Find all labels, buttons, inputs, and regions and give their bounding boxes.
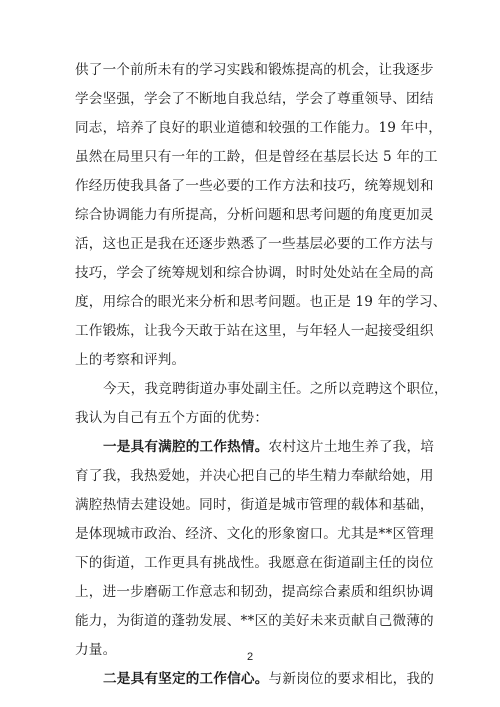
text-line: 下的街道，工作更具有挑战性。我愿意在街道副主任的岗位 bbox=[75, 555, 434, 571]
text-line: 同志，培养了良好的职业道德和较强的工作能力。19 年中， bbox=[75, 120, 443, 136]
text-line: 工作锻炼，让我今天敢于站在这里，与年轻人一起接受组织 bbox=[75, 323, 434, 339]
text-run: 与新岗位的要求相比，我的 bbox=[268, 671, 435, 687]
text-line bbox=[75, 433, 435, 462]
advantage-heading: 一是具有满腔的工作热情。 bbox=[103, 439, 269, 455]
text-line: 活，这也正是我在还逐步熟悉了一些基层必要的工作方法与 bbox=[75, 236, 434, 252]
paragraph-advantage-two bbox=[75, 665, 435, 694]
text-line: 作经历使我具备了一些必要的工作方法和技巧，统筹规划和 bbox=[75, 178, 434, 194]
text-line: 上的考察和评判。 bbox=[75, 352, 186, 368]
text-line: 能力，为街道的蓬勃发展、**区的美好未来贡献自己微薄的 bbox=[75, 613, 434, 629]
text-line: 学会坚强，学会了不断地自我总结，学会了尊重领导、团结 bbox=[75, 91, 434, 107]
text-line: 是体现城市政治、经济、文化的形象窗口。尤其是**区管理 bbox=[75, 526, 434, 542]
text-line: 技巧，学会了统筹规划和综合协调，时时处处站在全局的高 bbox=[75, 265, 434, 281]
paragraph-experience bbox=[75, 56, 447, 375]
paragraph-intro bbox=[75, 375, 448, 433]
text-line: 虽然在局里只有一年的工龄，但是曾经在基层长达 5 年的工 bbox=[75, 149, 438, 165]
body-text bbox=[75, 56, 448, 694]
text-line: 供了一个前所未有的学习实践和锻炼提高的机会，让我逐步 bbox=[75, 62, 434, 78]
text-line: 我认为自己有五个方面的优势： bbox=[75, 410, 269, 426]
text-run: 农村这片土地生养了我，培 bbox=[268, 439, 435, 455]
text-line: 度，用综合的眼光来分析和思考问题。也正是 19 年的学习、 bbox=[75, 294, 447, 310]
text-line: 力量。 bbox=[75, 642, 117, 658]
text-line: 满腔热情去建设她。同时，街道是城市管理的载体和基础， bbox=[75, 497, 434, 513]
text-line: 育了我，我热爱她，并决心把自己的毕生精力奉献给她，用 bbox=[75, 468, 434, 484]
page-number: 2 bbox=[246, 651, 254, 663]
text-line: 今天，我竞聘街道办事处副主任。之所以竞聘这个职位， bbox=[103, 381, 448, 397]
paragraph-advantage-one bbox=[75, 433, 435, 665]
text-line: 综合协调能力有所提高，分析问题和思考问题的角度更加灵 bbox=[75, 207, 434, 223]
text-line bbox=[75, 665, 435, 694]
text-line: 上，进一步磨砺工作意志和韧劲，提高综合素质和组织协调 bbox=[75, 584, 434, 600]
advantage-heading: 二是具有坚定的工作信心。 bbox=[103, 671, 269, 687]
